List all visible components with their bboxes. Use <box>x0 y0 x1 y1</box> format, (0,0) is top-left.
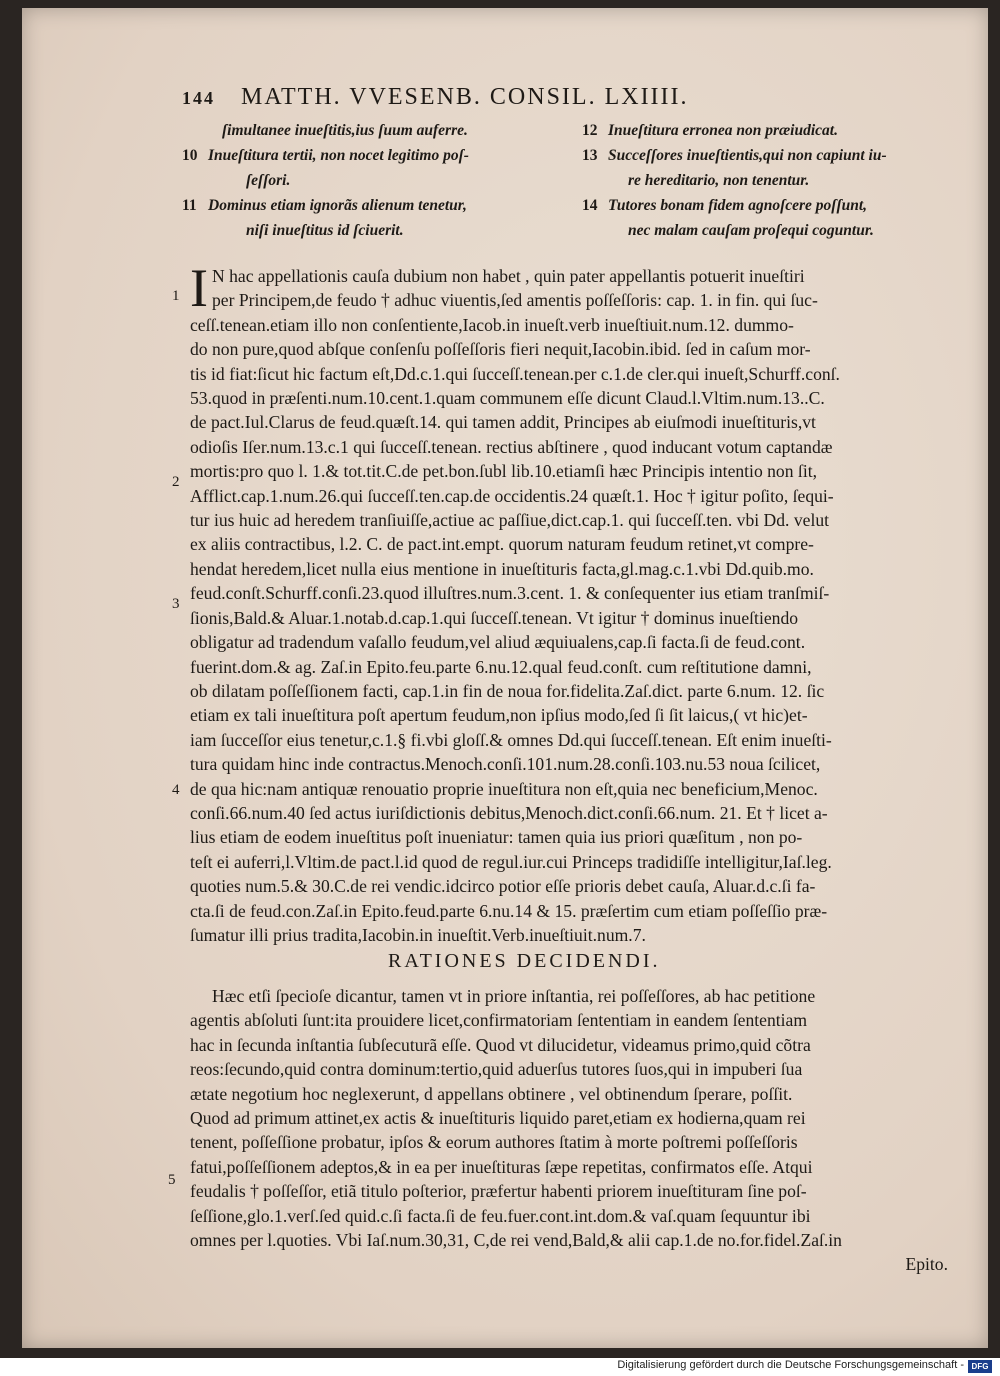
text-line: Quod ad primum attinet,ex actis & inueſtituris liquido paret,etiam ex hodierna,quam rei <box>190 1108 806 1129</box>
section-heading: RATIONES DECIDENDI. <box>388 950 661 972</box>
margin-number: 1 <box>172 288 180 304</box>
text-line: 53.quod in præſenti.num.10.cent.1.quam communem eſſe dicunt Claud.l.Vltim.num.13..C. <box>190 388 825 409</box>
page-header <box>182 84 842 111</box>
page-number: 144 <box>182 88 215 108</box>
text-line: cta.ſi de feud.con.Zaſ.in Epito.feud.parte 6.nu.14 & 15. præſertim cum etiam poſſeſſio præ- <box>190 900 828 921</box>
footer-credit: Digitalisierung gefördert durch die Deutsche Forschungsgemeinschaft - <box>617 1359 964 1371</box>
summary-number: 10 <box>182 147 198 164</box>
dfg-logo: DFG <box>968 1360 992 1373</box>
summary-item: ſeſſori. <box>246 172 291 189</box>
running-title: MATTH. VVESENB. CONSIL. LXIIII. <box>241 84 689 110</box>
text-line: de qua hic:nam antiquæ renouatio proprie inueſtitura non eſt,quia nec beneficium,Menoc. <box>190 778 818 799</box>
summary-left-column <box>182 118 469 243</box>
text-line: omnes per l.quoties. Vbi Iaſ.num.30,31, C,de rei vend,Bald,& alii cap.1.de no.for.fidel.Zaſ.in <box>190 1230 842 1251</box>
summary-right-column <box>582 118 887 243</box>
text-line: ob dilatam poſſeſſionem facti, cap.1.in fin de noua for.fidelita.Zaſ.dict. parte 6.num. 12. ſic <box>190 680 825 701</box>
summary-item: Dominus etiam ignorãs alienum tenetur, <box>208 197 467 214</box>
text-line: feudalis † poſſeſſor, etiã titulo poſterior, præfertur habenti priorem inueſtituram ſine poſ- <box>190 1181 807 1202</box>
text-line: ex aliis contractibus, l.2. C. de pact.int.empt. quorum naturam feudum retinet,vt compre- <box>190 534 814 555</box>
summary-item: Succeſſores inueſtientis,qui non capiunt iu- <box>608 147 887 164</box>
text-line: odioſis Iſer.num.13.c.1 qui ſucceſſ.tenean. rectius abſtinere , quod inducant votum captandæ <box>190 436 833 457</box>
summary-item: Inueſtitura tertii, non nocet legitimo poſ- <box>208 147 469 164</box>
text-line: ætate negotium hoc neglexerunt, d appellans obtinere , vel obtinendum ſperare, poſſit. <box>190 1083 793 1104</box>
text-line: N hac appellationis cauſa dubium non habet , quin pater appellantis potuerit inueſtiri <box>211 266 805 286</box>
text-line: quoties num.5.& 30.C.de rei vendic.idcirco potior eſſe prioris debet cauſa, Aluar.d.c.ſi fa- <box>190 876 816 897</box>
text-line: Hæc etſi ſpecioſe dicantur, tamen vt in priore inſtantia, rei poſſeſſores, ab hac petitione <box>212 986 816 1006</box>
text-line: de pact.Iul.Clarus de feud.quæſt.14. qui tamen addit, Principes ab eiuſmodi inueſtituris,vt <box>190 412 816 433</box>
text-line: ſionis,Bald.& Aluar.1.notab.d.cap.1.qui ſucceſſ.tenean. Vt igitur † dominus inueſtiendo <box>190 607 799 628</box>
text-line: lius etiam de eodem inueſtitus poſt inueniatur: tamen quia ius priori quæſitum , non po- <box>190 827 803 848</box>
text-line: tenent, poſſeſſione probatur, ipſos & eorum authores ſtatim à morte poſtremi poſſeſſoris <box>190 1132 798 1153</box>
text-line: tura quidam hinc inde contractus.Menoch.conſi.101.num.28.conſi.103.nu.53 noua ſcilicet, <box>190 754 821 775</box>
text-line: fatui,poſſeſſionem adeptos,& in ea per inueſtituras ſæpe repetitas, confirmatos eſſe. Atqui <box>190 1156 813 1177</box>
summary-item: re hereditario, non tenentur. <box>628 172 810 189</box>
summary-number: 13 <box>582 147 598 164</box>
text-line: iam ſucceſſor eius tenetur,c.1.§ fi.vbi gloſſ.& omnes Dd.qui ſucceſſ.tenean. Eſt enim inueſti- <box>190 729 832 750</box>
text-line: ſumatur illi prius tradita,Iacobin.in inueſtit.Verb.inueſtiuit.num.7. <box>190 924 646 945</box>
summary-number: 12 <box>582 122 598 139</box>
margin-number: 4 <box>172 782 180 798</box>
summary-item: Tutores bonam fidem agnoſcere poſſunt, <box>608 197 868 214</box>
margin-number: 5 <box>168 1172 176 1188</box>
text-line: Epito. <box>905 1254 948 1275</box>
text-line: conſi.66.num.40 ſed actus iuriſdictionis debitus,Menoch.dict.conſi.66.num. 21. Et † licet a- <box>190 802 828 823</box>
text-line: teſt ei auferri,l.Vltim.de pact.l.id quod de regul.iur.cui Princeps tradidiſſe intelligitur,Iaſ.leg. <box>190 851 832 872</box>
text-line: feud.conſt.Schurff.conſi.23.quod illuſtres.num.3.cent. 1. & conſequenter ius etiam tranſmiſ- <box>190 583 830 604</box>
text-line: fuerint.dom.& ag. Zaſ.in Epito.feu.parte 6.nu.12.qual feud.conſt. cum reſtitutione damni, <box>190 656 812 677</box>
summary-item: ſimultanee inueſtitis,ius ſuum auferre. <box>222 122 468 139</box>
text-line: agentis abſoluti ſunt:ita prouidere licet,confirmatoriam ſententiam in eandem ſententiam <box>190 1010 808 1031</box>
margin-number: 3 <box>172 596 180 612</box>
summary-item: nec malam cauſam proſequi coguntur. <box>628 222 874 239</box>
summary-number: 14 <box>582 197 598 214</box>
text-line: tis id fiat:ſicut hic factum eſt,Dd.c.1.qui ſucceſſ.tenean.per c.1.de cler.qui inueſt,Schurff.conſ. <box>190 363 840 384</box>
rationes-text <box>190 984 960 1277</box>
text-line: reos:ſecundo,quid contra dominum:tertio,quid aduerſus tutores ſuos,qui in impuberi ſua <box>190 1059 803 1080</box>
margin-number: 2 <box>172 474 180 490</box>
text-line: do non pure,quod abſque conſenſu poſſeſſoris fieri nequit,Iacobin.ibid. ſed in caſum mor- <box>190 339 811 360</box>
summary-item: Inueſtitura erronea non præiudicat. <box>608 122 838 139</box>
text-line: ſeſſione,glo.1.verſ.ſed quid.c.ſi facta.ſi de feu.fuer.cont.int.dom.& vaſ.quam ſequuntur ibi <box>190 1205 811 1226</box>
drop-cap: I <box>190 258 208 318</box>
text-line: hac in ſecunda inſtantia ſubſecuturã eſſe. Quod vt dilucidetur, videamus primo,quid cõtra <box>190 1034 811 1055</box>
text-line: Afflict.cap.1.num.26.qui ſucceſſ.ten.cap.de occidentis.24 quæſt.1. Hoc † igitur poſito, ſequi- <box>190 485 834 506</box>
text-line: hendat heredem,licet nulla eius mentione in inueſtituris facta,gl.mag.c.1.vbi Dd.quib.mo. <box>190 558 814 579</box>
summary-item: niſi inueſtitus id ſciuerit. <box>246 222 404 239</box>
text-line: per Principem,de feudo † adhuc viuentis,ſed amentis poſſeſſoris: cap. 1. in fin. qui ſuc- <box>211 290 818 311</box>
main-text <box>190 258 960 947</box>
text-line: obligatur ad tradendum vaſallo feudum,vel aliud æquiualens,cap.ſi facta.ſi de feud.cont. <box>190 632 806 653</box>
text-line: etiam ex tali inueſtitura poſt apertum feudum,non ipſius modo,ſed ſi ſit laicus,( vt hic)et- <box>190 705 808 726</box>
text-line: tur ius huic ad heredem tranſiuiſſe,actiue ac paſſiue,dict.cap.1. qui ſucceſſ.ten. vbi Dd. velut <box>190 510 830 531</box>
summary-number: 11 <box>182 197 197 214</box>
text-line: ceſſ.tenean.etiam illo non conſentiente,Iacob.in inueſt.verb inueſtiuit.num.12. dummo- <box>190 314 794 335</box>
text-line: mortis:pro quo l. 1.& tot.tit.C.de pet.bon.ſubl lib.10.etiamſi hæc Principis intentio non ſit, <box>190 461 817 482</box>
